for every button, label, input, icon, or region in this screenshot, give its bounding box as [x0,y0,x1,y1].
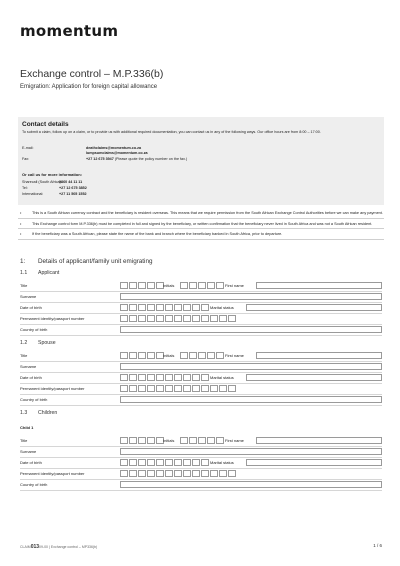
child-surname-row [20,448,382,458]
email-link-death-claims[interactable]: deathclaims@momentum.co.za [86,146,142,150]
email-label: E-mail: [22,146,34,150]
title-input[interactable] [120,437,165,444]
title-input[interactable] [120,352,165,359]
fax-value-wrap [86,157,187,162]
page-subtitle: Emigration: Application for foreign capital allowance [20,84,158,90]
id-label: Permanent identity/passport number [20,471,85,476]
marital-status-input[interactable] [246,459,382,466]
call-heading: Or call us for more information: [22,172,83,177]
id-label: Permanent identity/passport number [20,316,85,321]
international-label: International: [22,192,44,196]
marital-status-input[interactable] [246,374,382,381]
title-label: Title [20,353,28,358]
applicant-dob-row [20,304,382,314]
surname-label: Surname [20,364,37,369]
marital-status-input[interactable] [246,304,382,311]
country-input[interactable] [120,481,382,488]
page-title: Exchange control – M.P.336(b) [20,68,164,80]
initials-label: Initials [163,283,175,288]
marital-status-label: Marital status [210,305,234,310]
id-input[interactable] [120,470,237,477]
sharecall-label: Sharecall (South Africa): [22,180,62,184]
dob-input[interactable] [120,304,210,311]
spouse-surname-row [20,363,382,373]
footer-code-suffix: 09-00 [39,545,48,549]
child-country-row [20,481,382,491]
subsection-number: 1.1 [20,270,28,276]
child-dob-row [20,459,382,469]
footer-separator: | [48,545,50,549]
id-input[interactable] [120,315,237,322]
title-input[interactable] [120,282,165,289]
subsection-applicant-heading [20,270,59,276]
initials-input[interactable] [180,282,225,289]
country-label: Country of birth [20,482,48,487]
footer-doc-code [20,544,97,550]
contact-heading: Contact details [22,121,69,128]
subsection-label: Spouse [38,340,56,346]
fax-note: (Please quote the policy number on the fax.) [114,157,188,161]
brand-logo: momentum [20,22,119,40]
spouse-id-row [20,385,382,395]
surname-label: Surname [20,294,37,299]
international-value: +27 11 505 1552 [59,192,87,196]
child-title-row [20,437,382,447]
dob-input[interactable] [120,459,210,466]
marital-status-label: Marital status [210,375,234,380]
marital-status-label: Marital status [210,460,234,465]
country-input[interactable] [120,326,382,333]
subsection-children-heading [20,410,57,416]
initials-input[interactable] [180,437,225,444]
applicant-title-row [20,282,382,292]
country-input[interactable] [120,396,382,403]
first-name-label: First name [225,353,244,358]
first-name-input[interactable] [256,437,382,444]
title-label: Title [20,438,28,443]
applicant-surname-row [20,293,382,303]
section-number: 1: [20,258,26,265]
initials-label: Initials [163,438,175,443]
tel-label: Tel: [22,186,28,190]
title-label: Title [20,283,28,288]
first-name-label: First name [225,283,244,288]
contact-box [18,117,384,205]
first-name-label: First name [225,438,244,443]
footer-code-prefix: CLAIM [20,545,31,549]
dob-input[interactable] [120,374,210,381]
first-name-input[interactable] [256,352,382,359]
subsection-spouse-heading [20,340,56,346]
info-bullets [18,211,384,243]
surname-input[interactable] [120,363,382,370]
bullet-item: • If the beneficiary was a South African, please state the name of the bank and branch where the beneficiary banked in South Africa, prior to departure. [18,232,384,240]
fax-value: +27 12 675 3947 [86,157,114,161]
dob-label: Date of birth [20,305,42,310]
initials-label: Initials [163,353,175,358]
spouse-title-row [20,352,382,362]
country-label: Country of birth [20,327,48,332]
section-1-heading [20,258,152,265]
subsection-number: 1.3 [20,410,28,416]
surname-input[interactable] [120,448,382,455]
subsection-number: 1.2 [20,340,28,346]
spouse-dob-row [20,374,382,384]
bullet-item: • This is a South African currency contract and the beneficiary is resident overseas. This means that we require permission from the South African Exchange Control Authorities before we can make any payment. [18,211,384,219]
footer-code-number: 013 [30,544,40,550]
dob-label: Date of birth [20,375,42,380]
country-label: Country of birth [20,397,48,402]
fax-label: Fax: [22,157,30,161]
subsection-label: Children [38,410,58,416]
section-label: Details of applicant/family unit emigrating [38,258,153,265]
first-name-input[interactable] [256,282,382,289]
sharecall-value: 0860 44 11 11 [59,180,83,184]
email-link-lumpsum-claims[interactable]: lumpsumclaims@momentum.co.za [86,151,148,155]
child-1-heading: Child 1 [20,425,34,430]
subsection-label: Applicant [38,270,60,276]
page-number: 1 / 6 [373,543,382,548]
id-input[interactable] [120,385,237,392]
child-id-row [20,470,382,480]
tel-value: +27 12 675 3852 [59,186,87,190]
spouse-country-row [20,396,382,406]
applicant-id-row [20,315,382,325]
bullet-item: • This Exchange control form M.P.336(b) must be completed in full and signed by the beneficiary, or written confirmation that the beneficiary never lived in South Africa and was not a South African resident. [18,222,384,230]
dob-label: Date of birth [20,460,42,465]
id-label: Permanent identity/passport number [20,386,85,391]
contact-intro: To submit a claim, follow up on a claim, or to provide us with additional required documentation, you can contact us in any of the following ways. Our office hours are from 8:00 – 17:00. [22,130,321,134]
surname-label: Surname [20,449,37,454]
applicant-country-row [20,326,382,336]
footer-doc-name: Exchange control – MP336(b) [50,545,98,549]
initials-input[interactable] [180,352,225,359]
surname-input[interactable] [120,293,382,300]
